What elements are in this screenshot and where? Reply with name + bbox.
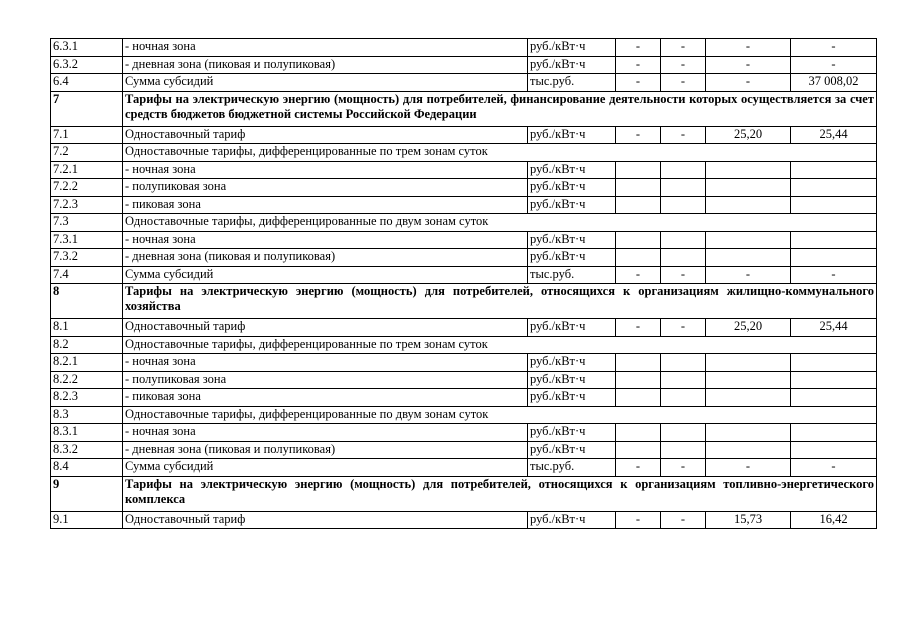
value-cell: -	[661, 511, 706, 529]
row-label: - дневная зона (пиковая и полупиковая)	[123, 249, 528, 267]
unit-cell: тыс.руб.	[528, 459, 616, 477]
table-row	[51, 179, 877, 197]
table-row	[51, 39, 877, 57]
unit-cell: руб./кВт·ч	[528, 389, 616, 407]
table-row	[51, 406, 877, 424]
table-row	[51, 161, 877, 179]
section-title: Тарифы на электрическую энергию (мощность) для потребителей, финансирование деятельности которых осуществляется за счет средств бюджетов бюджетной системы Российской Федерации	[123, 91, 877, 126]
value-cell	[706, 161, 791, 179]
row-label: - пиковая зона	[123, 389, 528, 407]
table-row	[51, 74, 877, 92]
value-cell	[616, 231, 661, 249]
table-row	[51, 424, 877, 442]
row-number: 7.2.2	[51, 179, 123, 197]
value-cell	[616, 161, 661, 179]
value-cell	[791, 441, 877, 459]
table-row	[51, 441, 877, 459]
value-cell: 15,73	[706, 511, 791, 529]
table-row	[51, 354, 877, 372]
unit-cell: тыс.руб.	[528, 74, 616, 92]
row-label: Одноставочный тариф	[123, 319, 528, 337]
value-cell	[661, 441, 706, 459]
value-cell: -	[791, 39, 877, 57]
value-cell: -	[616, 511, 661, 529]
value-cell	[661, 424, 706, 442]
value-cell	[706, 441, 791, 459]
value-cell	[791, 231, 877, 249]
row-number: 7.2	[51, 144, 123, 162]
section-header-row	[51, 284, 877, 319]
table-row	[51, 371, 877, 389]
value-cell: -	[706, 39, 791, 57]
value-cell	[616, 389, 661, 407]
row-number: 8.1	[51, 319, 123, 337]
value-cell	[791, 161, 877, 179]
value-cell	[706, 354, 791, 372]
row-label: - ночная зона	[123, 424, 528, 442]
value-cell	[661, 371, 706, 389]
value-cell	[616, 179, 661, 197]
row-number: 6.3.1	[51, 39, 123, 57]
value-cell	[661, 389, 706, 407]
row-label: - дневная зона (пиковая и полупиковая)	[123, 441, 528, 459]
group-title: Одноставочные тарифы, дифференцированные по двум зонам суток	[123, 214, 877, 232]
table-row	[51, 126, 877, 144]
row-label: - ночная зона	[123, 39, 528, 57]
row-number: 7	[51, 91, 123, 126]
row-label: - пиковая зона	[123, 196, 528, 214]
value-cell: -	[706, 459, 791, 477]
value-cell	[616, 196, 661, 214]
value-cell: -	[661, 319, 706, 337]
row-label: Сумма субсидий	[123, 459, 528, 477]
value-cell	[661, 231, 706, 249]
row-number: 9.1	[51, 511, 123, 529]
value-cell: -	[661, 74, 706, 92]
table-row	[51, 249, 877, 267]
value-cell: -	[706, 74, 791, 92]
unit-cell: руб./кВт·ч	[528, 249, 616, 267]
row-label: - полупиковая зона	[123, 371, 528, 389]
table-row	[51, 389, 877, 407]
group-title: Одноставочные тарифы, дифференцированные по трем зонам суток	[123, 144, 877, 162]
value-cell	[616, 371, 661, 389]
table-row	[51, 336, 877, 354]
table-row	[51, 511, 877, 529]
value-cell	[791, 249, 877, 267]
value-cell	[661, 161, 706, 179]
row-label: Сумма субсидий	[123, 74, 528, 92]
value-cell: -	[616, 39, 661, 57]
row-number: 8	[51, 284, 123, 319]
row-label: Одноставочный тариф	[123, 126, 528, 144]
unit-cell: руб./кВт·ч	[528, 511, 616, 529]
value-cell: 25,20	[706, 126, 791, 144]
unit-cell: руб./кВт·ч	[528, 56, 616, 74]
value-cell	[661, 354, 706, 372]
row-number: 6.4	[51, 74, 123, 92]
row-label: - ночная зона	[123, 231, 528, 249]
value-cell: 37 008,02	[791, 74, 877, 92]
value-cell: -	[706, 56, 791, 74]
row-label: - полупиковая зона	[123, 179, 528, 197]
value-cell	[706, 231, 791, 249]
value-cell	[706, 249, 791, 267]
section-header-row	[51, 91, 877, 126]
table-row	[51, 214, 877, 232]
value-cell: -	[616, 126, 661, 144]
row-label: - ночная зона	[123, 161, 528, 179]
table-row	[51, 56, 877, 74]
unit-cell: руб./кВт·ч	[528, 441, 616, 459]
row-number: 8.2.3	[51, 389, 123, 407]
value-cell: -	[616, 319, 661, 337]
table-row	[51, 196, 877, 214]
value-cell	[616, 249, 661, 267]
value-cell	[616, 354, 661, 372]
section-header-row	[51, 476, 877, 511]
unit-cell: руб./кВт·ч	[528, 231, 616, 249]
table-row	[51, 231, 877, 249]
value-cell	[661, 196, 706, 214]
tariff-table	[50, 38, 877, 529]
value-cell: 25,44	[791, 319, 877, 337]
unit-cell: руб./кВт·ч	[528, 126, 616, 144]
row-number: 7.3.1	[51, 231, 123, 249]
value-cell: -	[791, 56, 877, 74]
value-cell: -	[616, 74, 661, 92]
row-number: 7.4	[51, 266, 123, 284]
row-number: 6.3.2	[51, 56, 123, 74]
value-cell	[706, 424, 791, 442]
value-cell	[706, 196, 791, 214]
value-cell: -	[661, 126, 706, 144]
row-number: 8.3.1	[51, 424, 123, 442]
row-number: 7.3.2	[51, 249, 123, 267]
value-cell	[706, 371, 791, 389]
section-title: Тарифы на электрическую энергию (мощность) для потребителей, относящихся к организациям жилищно-коммунального хозяйства	[123, 284, 877, 319]
value-cell: -	[791, 459, 877, 477]
unit-cell: руб./кВт·ч	[528, 371, 616, 389]
value-cell: -	[661, 266, 706, 284]
unit-cell: руб./кВт·ч	[528, 424, 616, 442]
value-cell	[791, 389, 877, 407]
table-row	[51, 319, 877, 337]
row-number: 7.1	[51, 126, 123, 144]
unit-cell: руб./кВт·ч	[528, 179, 616, 197]
value-cell: -	[661, 39, 706, 57]
value-cell: 25,44	[791, 126, 877, 144]
row-label: Одноставочный тариф	[123, 511, 528, 529]
row-label: Сумма субсидий	[123, 266, 528, 284]
row-number: 8.4	[51, 459, 123, 477]
value-cell	[706, 179, 791, 197]
row-label: - ночная зона	[123, 354, 528, 372]
value-cell	[791, 179, 877, 197]
value-cell: -	[791, 266, 877, 284]
table-row	[51, 459, 877, 477]
row-number: 8.2	[51, 336, 123, 354]
row-number: 7.2.1	[51, 161, 123, 179]
value-cell	[791, 354, 877, 372]
unit-cell: руб./кВт·ч	[528, 161, 616, 179]
table-row	[51, 266, 877, 284]
unit-cell: руб./кВт·ч	[528, 196, 616, 214]
value-cell	[791, 424, 877, 442]
row-label: - дневная зона (пиковая и полупиковая)	[123, 56, 528, 74]
unit-cell: тыс.руб.	[528, 266, 616, 284]
row-number: 7.2.3	[51, 196, 123, 214]
value-cell	[706, 389, 791, 407]
value-cell: -	[661, 56, 706, 74]
row-number: 8.2.1	[51, 354, 123, 372]
unit-cell: руб./кВт·ч	[528, 354, 616, 372]
value-cell	[661, 249, 706, 267]
value-cell	[791, 371, 877, 389]
row-number: 8.3	[51, 406, 123, 424]
value-cell: 25,20	[706, 319, 791, 337]
row-number: 8.2.2	[51, 371, 123, 389]
unit-cell: руб./кВт·ч	[528, 319, 616, 337]
value-cell: -	[616, 459, 661, 477]
group-title: Одноставочные тарифы, дифференцированные по двум зонам суток	[123, 406, 877, 424]
section-title: Тарифы на электрическую энергию (мощность) для потребителей, относящихся к организациям топливно-энергетического комплекса	[123, 476, 877, 511]
value-cell	[616, 441, 661, 459]
unit-cell: руб./кВт·ч	[528, 39, 616, 57]
value-cell: -	[616, 56, 661, 74]
table-row	[51, 144, 877, 162]
value-cell: -	[661, 459, 706, 477]
row-number: 9	[51, 476, 123, 511]
value-cell: -	[616, 266, 661, 284]
value-cell: -	[706, 266, 791, 284]
row-number: 8.3.2	[51, 441, 123, 459]
row-number: 7.3	[51, 214, 123, 232]
group-title: Одноставочные тарифы, дифференцированные по трем зонам суток	[123, 336, 877, 354]
value-cell	[661, 179, 706, 197]
value-cell	[616, 424, 661, 442]
value-cell: 16,42	[791, 511, 877, 529]
value-cell	[791, 196, 877, 214]
